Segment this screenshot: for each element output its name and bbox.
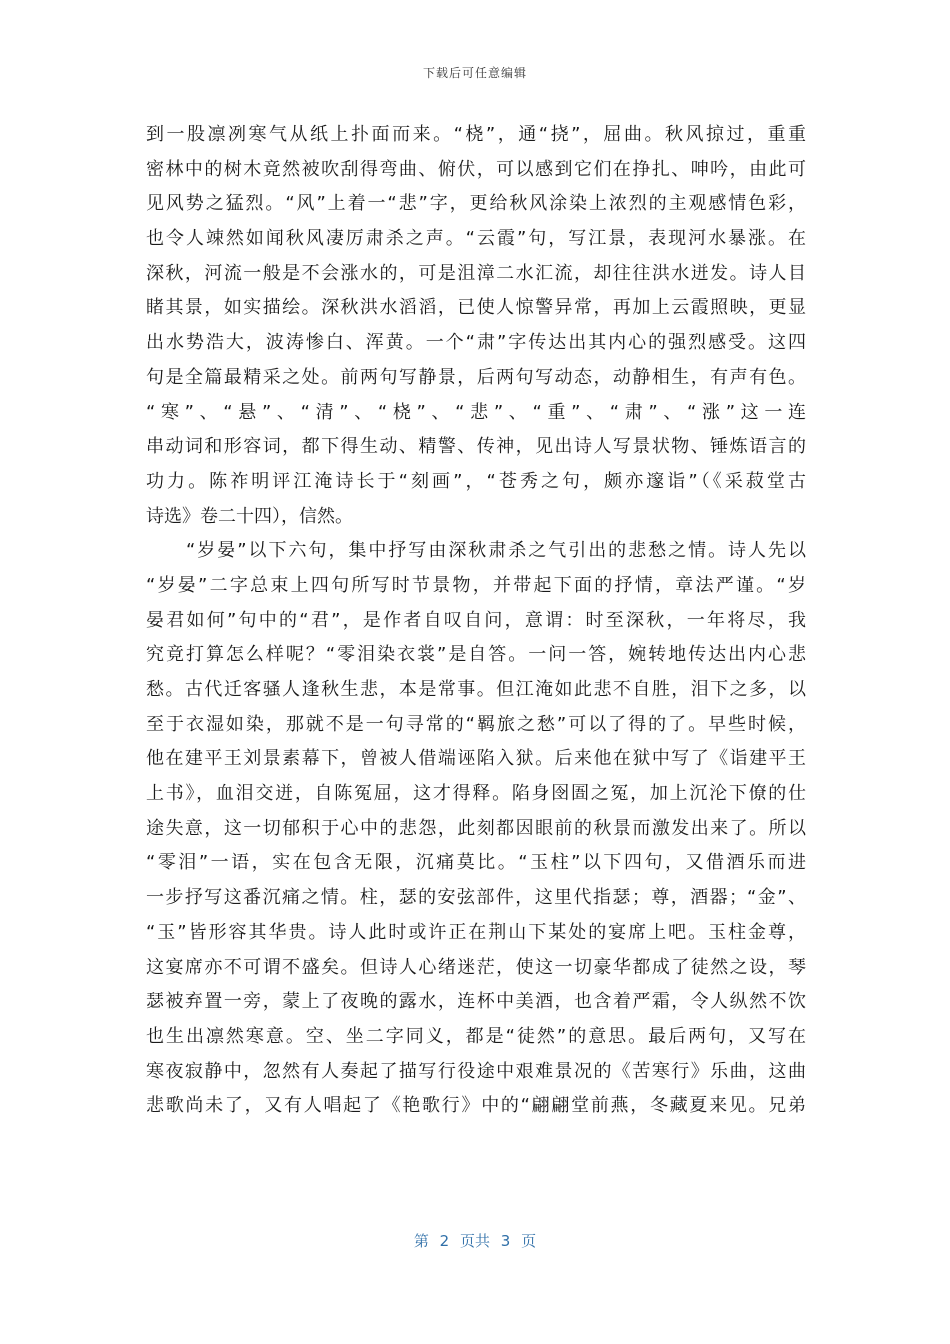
page-header: 下载后可任意编辑 [422,66,527,80]
text-line: 愁。古代迁客骚人逢秋生悲，本是常事。但江淹如此悲不自胜，泪下之多，以 [146,679,806,700]
text-line: 究竟打算怎么样呢？“零泪染衣裳”是自答。一问一答，婉转地传达出内心悲 [146,644,806,666]
text-line: 诗选》卷二十四），信然。 [146,505,353,527]
text-line: 一步抒写这番沉痛之情。柱，瑟的安弦部件，这里代指瑟；尊，酒器；“金”、 [146,887,806,909]
text-line: 他在建平王刘景素幕下，曾被人借端诬陷入狱。后来他在狱中写了《诣建平王 [146,748,806,770]
text-line: 这宴席亦不可谓不盛矣。但诗人心绪迷茫，使这一切豪华都成了徒然之设，琴 [146,956,806,978]
text-line: 串动词和形容词，都下得生动、精警、传神，见出诗人写景状物、锤炼语言的 [146,436,806,458]
text-line: 功力。陈祚明评江淹诗长于“刻画”，“苍秀之句，颇亦邃诣”（《采菽堂古 [146,470,806,492]
text-line: 至于衣湿如染，那就不是一句寻常的“羁旅之愁”可以了得的了。早些时候， [146,713,806,735]
text-line: 悲歌尚未了，又有人唱起了《艳歌行》中的“翩翩堂前燕，冬藏夏来见。兄弟 [146,1095,806,1117]
text-line: “岁晏”二字总束上四句所写时节景物，并带起下面的抒情，章法严谨。“岁 [146,574,806,596]
text-line: 睹其景，如实描绘。深秋洪水滔滔，已使人惊警异常，再加上云霞照映，更显 [146,297,806,319]
text-line: 密林中的树木竟然被吹刮得弯曲、俯伏，可以感到它们在挣扎、呻吟，由此可 [146,158,806,180]
document-body [146,118,806,1124]
text-line: 上书》，血泪交迸，自陈冤屈，这才得释。陷身囹圄之冤，加上沉沦下僚的仕 [146,783,806,805]
text-line: 也生出凛然寒意。空、坐二字同义，都是“徒然”的意思。最后两句，又写在 [146,1025,806,1047]
text-line: 见风势之猛烈。“风”上着一“悲”字，更给秋风涂染上浓烈的主观感情色彩， [146,193,806,215]
text-line: “零泪”一语，实在包含无限，沉痛莫比。“玉柱”以下四句，又借酒乐而进 [146,852,806,874]
text-line: 寒夜寂静中，忽然有人奏起了描写行役途中艰难景况的《苦寒行》乐曲，这曲 [146,1060,806,1082]
text-line: 句是全篇最精采之处。前两句写静景，后两句写动态，动静相生，有声有色。 [146,366,806,388]
text-line: 也令人竦然如闻秋风凄厉肃杀之声。“云霞”句，写江景，表现河水暴涨。在 [146,228,806,250]
text-line: “玉”皆形容其华贵。诗人此时或许正在荆山下某处的宴席上吧。玉柱金尊， [146,921,806,943]
text-line: 出水势浩大，波涛惨白、浑黄。一个“肃”字传达出其内心的强烈感受。这四 [146,332,806,354]
paragraph-2 [146,534,806,1124]
paragraph-1 [146,118,806,534]
text-line: 途失意，这一切郁积于心中的悲怨，此刻都因眼前的秋景而激发出来了。所以 [146,817,806,839]
text-line: 到一股凛冽寒气从纸上扑面而来。“桡”，通“挠”，屈曲。秋风掠过，重重 [146,124,806,145]
page-number: 第 2 页共 3 页 [413,1232,537,1250]
text-line: “岁晏”以下六句，集中抒写由深秋肃杀之气引出的悲愁之情。诗人先以 [146,540,806,562]
text-line: “寒”、“悬”、“清”、“桡”、“悲”、“重”、“肃”、“涨”这一连 [146,401,806,423]
text-line: 晏君如何”句中的“君”，是作者自叹自问，意谓：时至深秋，一年将尽，我 [146,609,806,631]
text-line: 深秋，河流一般是不会涨水的，可是沮漳二水汇流，却往往洪水迸发。诗人目 [146,262,806,284]
text-line: 瑟被弃置一旁，蒙上了夜晚的露水，连杯中美酒，也含着严霜，令人纵然不饮 [146,991,806,1013]
